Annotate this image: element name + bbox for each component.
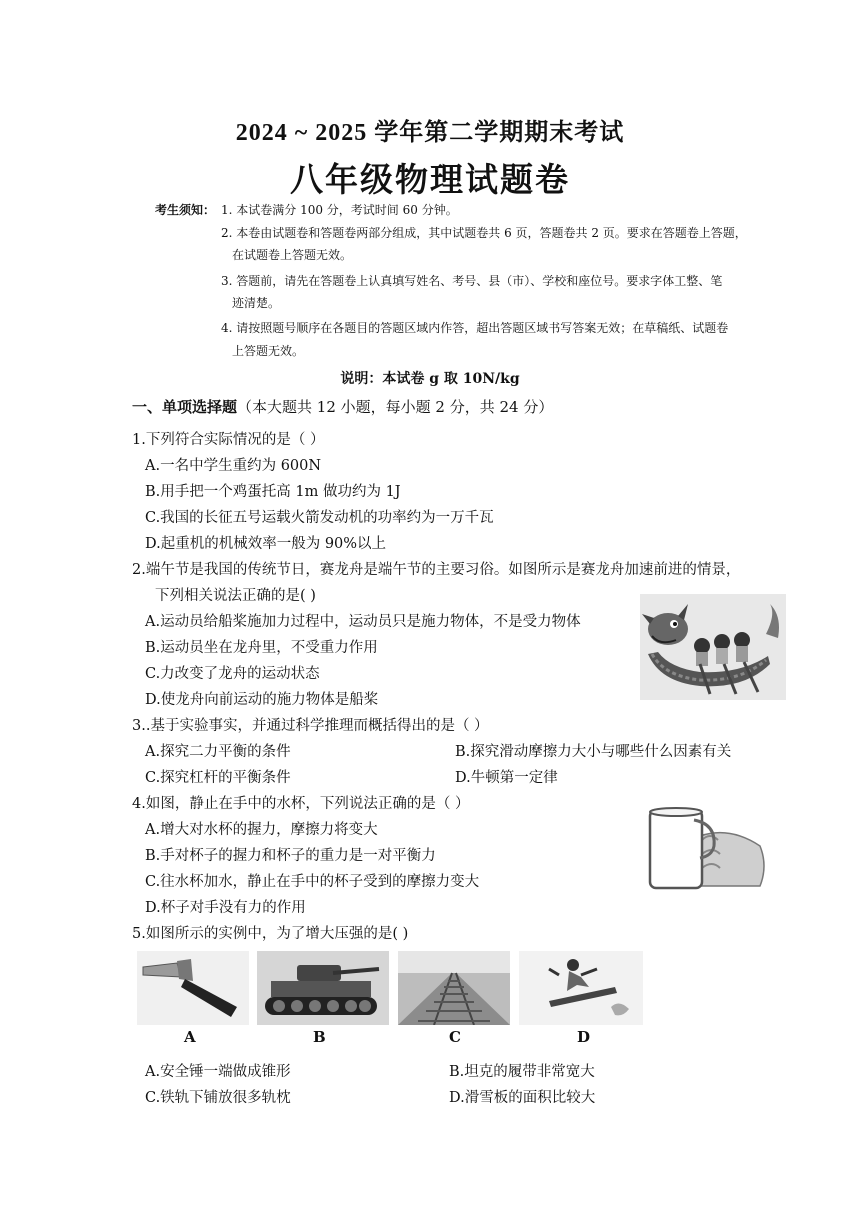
- safety-hammer-image: [137, 951, 249, 1025]
- q4-option-d: D.杯子对手没有力的作用: [145, 900, 306, 916]
- q5-option-a: A.安全锤一端做成锥形: [145, 1064, 291, 1080]
- snowboard-image: [519, 951, 643, 1025]
- section-desc: （本大题共 12 小题，每小题 2 分，共 24 分）: [237, 398, 554, 416]
- tank-image: [257, 951, 389, 1025]
- q5-label-a: A: [184, 1028, 196, 1046]
- q4-option-c: C.往水杯加水，静止在手中的杯子受到的摩擦力变大: [145, 874, 480, 890]
- q1-stem: 1.下列符合实际情况的是（ ）: [132, 432, 325, 448]
- notice-item-3-cont: 迹清楚。: [232, 296, 281, 310]
- q5-option-d: D.滑雪板的面积比较大: [449, 1090, 596, 1106]
- paper-title: 八年级物理试题卷: [290, 160, 570, 199]
- notice-item-4-cont: 上答题无效。: [232, 344, 305, 358]
- q2-stem-cont: 下列相关说法正确的是( ): [155, 588, 316, 604]
- q5-option-c: C.铁轨下铺放很多轨枕: [145, 1090, 291, 1106]
- cup-in-hand-image: [640, 806, 768, 892]
- q2-option-d: D.使龙舟向前运动的施力物体是船桨: [145, 692, 379, 708]
- q5-stem: 5.如图所示的实例中，为了增大压强的是( ): [132, 926, 409, 942]
- notice-item-2: 2. 本卷由试题卷和答题卷两部分组成，其中试题卷共 6 页，答题卷共 2 页。要求在答题卷上答题，: [221, 226, 747, 240]
- q1-option-b: B.用手把一个鸡蛋托高 1m 做功约为 1J: [145, 484, 401, 500]
- q1-option-c: C.我国的长征五号运载火箭发动机的功率约为一万千瓦: [145, 510, 494, 526]
- q3-option-c: C.探究杠杆的平衡条件: [145, 770, 291, 786]
- q3-option-b: B.探究滑动摩擦力大小与哪些什么因素有关: [455, 744, 732, 760]
- q1-option-a: A.一名中学生重约为 600N: [145, 458, 322, 474]
- q5-label-b: B: [313, 1028, 326, 1046]
- q4-stem: 4.如图，静止在手中的水杯，下列说法正确的是（ ）: [132, 796, 470, 812]
- q2-stem: 2.端午节是我国的传统节日，赛龙舟是端午节的主要习俗。如图所示是赛龙舟加速前进的情景，: [132, 562, 741, 578]
- notice-item-1: 1. 本试卷满分 100 分，考试时间 60 分钟。: [221, 203, 458, 217]
- q4-option-b: B.手对杯子的握力和杯子的重力是一对平衡力: [145, 848, 436, 864]
- note-gravity: 说明：本试卷 g 取 10N/kg: [340, 371, 520, 387]
- q5-option-b: B.坦克的履带非常宽大: [449, 1064, 595, 1080]
- q2-option-a: A.运动员给船桨施加力过程中，运动员只是施力物体，不是受力物体: [145, 614, 581, 630]
- section-heading: [132, 396, 553, 417]
- dragon-boat-image: [640, 594, 786, 700]
- railway-track-image: [398, 951, 510, 1025]
- q4-option-a: A.增大对水杯的握力，摩擦力将变大: [145, 822, 378, 838]
- exam-title: 2024 ~ 2025 学年第二学期期末考试: [235, 120, 625, 146]
- q5-label-d: D: [577, 1028, 591, 1046]
- q3-option-a: A.探究二力平衡的条件: [145, 744, 291, 760]
- notice-item-4: 4. 请按照题号顺序在各题目的答题区域内作答，超出答题区域书写答案无效；在草稿纸、试题卷: [221, 321, 729, 335]
- q5-label-c: C: [449, 1028, 461, 1046]
- q2-option-b: B.运动员坐在龙舟里，不受重力作用: [145, 640, 378, 656]
- notice-item-2-cont: 在试题卷上答题无效。: [232, 248, 353, 262]
- q1-option-d: D.起重机的机械效率一般为 90%以上: [145, 536, 387, 552]
- notice-item-3: 3. 答题前，请先在答题卷上认真填写姓名、考号、县（市）、学校和座位号。要求字体工整、笔: [221, 274, 723, 288]
- section-title: 一、单项选择题: [132, 398, 238, 416]
- q3-stem: 3..基于实验事实，并通过科学推理而概括得出的是（ ）: [132, 718, 489, 734]
- q2-option-c: C.力改变了龙舟的运动状态: [145, 666, 320, 682]
- notice-label: 考生须知：: [155, 203, 216, 217]
- q3-option-d: D.牛顿第一定律: [455, 770, 558, 786]
